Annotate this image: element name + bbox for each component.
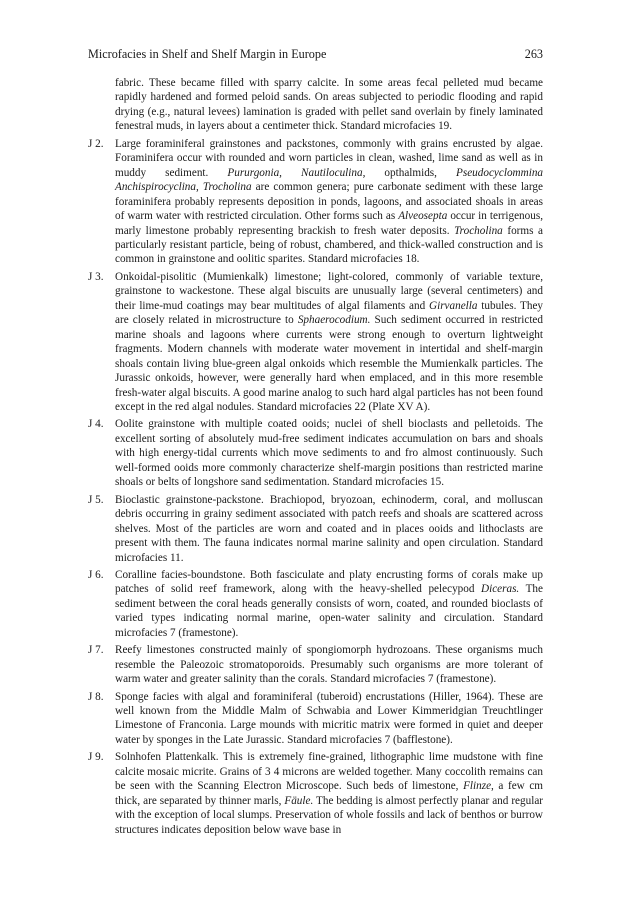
entry-text	[115, 137, 543, 267]
entry-label: J 3.	[88, 270, 104, 283]
text-run: Reefy limestones constructed mainly of spongiomorph hydrozoans. These organisms much resemble the Paleozoic stromatoporoids. Presumably such organisms are more tolerant of warm water and greater salinity than the corals. Standard microfacies 7 (framestone).	[115, 644, 543, 686]
text-run: forms a particularly resistant particle, being of robust, chambered, and thick-walled construction and is common in grainstone and oolitic sparites. Standard microfacies 18.	[115, 224, 543, 266]
entry-label: J 8.	[88, 690, 104, 703]
entry-text	[115, 493, 543, 565]
entry-text	[115, 750, 543, 837]
entry-label: J 2.	[88, 137, 104, 150]
text-run: a few cm thick, are separated by thinner marls,	[115, 780, 544, 807]
genus-name: Sphaerocodium.	[297, 314, 371, 327]
entry-j8	[88, 690, 543, 748]
text-run: The bedding is almost perfectly planar and regular with the exception of local slumps. Preservation of whole fossils and lack of benthos or burrow structures indicates deposition below wave base in	[115, 794, 544, 836]
text-run: are common genera; pure carbonate sediment with these large foraminifera probably represents deposition in ponds, lagoons, and associated shoals in areas of warm water with restricted circulation. Other forms such as	[115, 181, 543, 223]
text-run: tubules. They are closely related in microstructure to	[115, 299, 544, 327]
text-run: Solnhofen Plattenkalk. This is extremely fine-grained, lithographic lime mudstone with fine calcite mosaic micrite. Grains of 3 4 microns are welded together. Many coccolith remains can be seen with the Scanning Electron Microscope. Such beds of limestone,	[115, 751, 543, 793]
entry-label: J 9.	[88, 751, 104, 764]
entry-text	[115, 690, 543, 748]
entry-j5	[88, 493, 543, 565]
entry-j4	[88, 417, 543, 489]
text-run: Onkoidal-pisolitic (Mumienkalk) limestone; light-colored, commonly of variable texture, grainstone to wackestone. These algal biscuits are unusually large (several centimeters) and their lime-mud coatings may bear multitudes of algal filaments and	[115, 270, 543, 312]
continuation-paragraph: fabric. These became filled with sparry calcite. In some areas fecal pelleted mud became rapidly hardened and formed peloid sands. On areas subjected to periodic flooding and rapid drying (e.g., natural levees) lamination is graded with pellet sand overlain by finely laminated fenestral muds, in layers about a centimeter thick. Standard microfacies 19.	[115, 77, 543, 133]
entry-text	[115, 568, 543, 640]
text-run: occur in terrigenous, marly limestone probably representing brackish to fresh water deposits.	[115, 210, 543, 237]
entry-j2	[88, 137, 543, 267]
local-term: Fäule.	[284, 794, 314, 807]
entry-j9	[88, 750, 543, 837]
entry-j6	[88, 568, 543, 640]
genus-name: Diceras.	[481, 583, 520, 596]
local-term: Flinze,	[463, 780, 494, 793]
entry-label: J 5.	[88, 493, 104, 506]
genus-name: Pseudocyclommina Anchispirocyclina, Trocholina	[115, 166, 544, 194]
genus-name: Trocholina	[454, 224, 503, 237]
entry-text	[115, 643, 543, 686]
body-text	[88, 76, 543, 837]
text-run: opthalmids,	[365, 166, 457, 179]
text-run: Such sediment occurred in restricted marine shoals and lagoons where currents were strong enough to overturn lightweight fragments. Modern channels with moderate water movement in intertidal and shelf-margin shoals contain living blue-green algal onkoids which resemble the Mumienkalk particles. The Jurassic onkoids, however, were generally hard when emplaced, and in this more resemble fresh-water algal biscuits. A good marine analog to such hard algal particles has not been found except in the red algal nodules. Standard microfacies 22 (Plate XV A).	[115, 314, 543, 413]
text-run: The sediment between the coral heads generally consists of worn, coated, and rounded bioclasts of varied types indicating normal marine, open-water salinity and circulation. Standard microfacies 7 (framestone).	[115, 583, 543, 639]
text-run: Oolite grainstone with multiple coated ooids; nuclei of shell bioclasts and pelletoids. The excellent sorting of absolutely mud-free sediment indicates accumulation on bars and shoals with high energy-tidal currents which move sediments to and fro almost continuously. Such well-formed ooids more commonly characterize shelf-margin positions than restricted marine shoals or belts of longshore sand sedimentation. Standard microfacies 15.	[115, 418, 543, 489]
running-title: Microfacies in Shelf and Shelf Margin in Europe	[88, 47, 327, 61]
page-number: 263	[524, 47, 543, 61]
entry-label: J 4.	[88, 418, 104, 431]
text-run: Sponge facies with algal and foraminiferal (tuberoid) encrustations (Hiller, 1964). These are well known from the Middle Malm of Schwabia and Lower Kimmeridgian Treuchtlinger Limestone of Franconia. Large mounds with micritic matrix were formed in quiet and deeper water by sponges in the Late Jurassic. Standard microfacies 7 (bafflestone).	[115, 690, 543, 746]
text-run: Bioclastic grainstone-packstone. Brachiopod, bryozoan, echinoderm, coral, and molluscan debris occurring in grainy sediment associated with patch reefs and shoals are scattered across shelves. Most of the particles are worn and coated and in places ooids and lithoclasts are present with them. The fauna indicates normal marine salinity and open circulation. Standard microfacies 11.	[115, 493, 543, 564]
entry-label: J 7.	[88, 644, 104, 657]
entry-j3	[88, 270, 543, 415]
text-run: Coralline facies-boundstone. Both fasciculate and platy encrusting forms of corals make up patches of solid reef framework, along with the heavy-shelled pelecypod	[115, 568, 543, 596]
entry-text	[115, 417, 543, 489]
genus-name: Pururgonia, Nautiloculina,	[227, 166, 366, 179]
text-run: Large foraminiferal grainstones and packstones, commonly with grains encrusted by algae. Foraminifera occur with rounded and worn particles in clean, washed, lime sand as well as in muddy sediment.	[115, 137, 543, 179]
entry-label: J 6.	[88, 568, 104, 581]
genus-name: Girvanella	[429, 299, 478, 312]
genus-name: Alveosepta	[398, 210, 448, 223]
entry-j7	[88, 643, 543, 686]
running-header	[88, 47, 543, 61]
entry-text	[115, 270, 543, 415]
